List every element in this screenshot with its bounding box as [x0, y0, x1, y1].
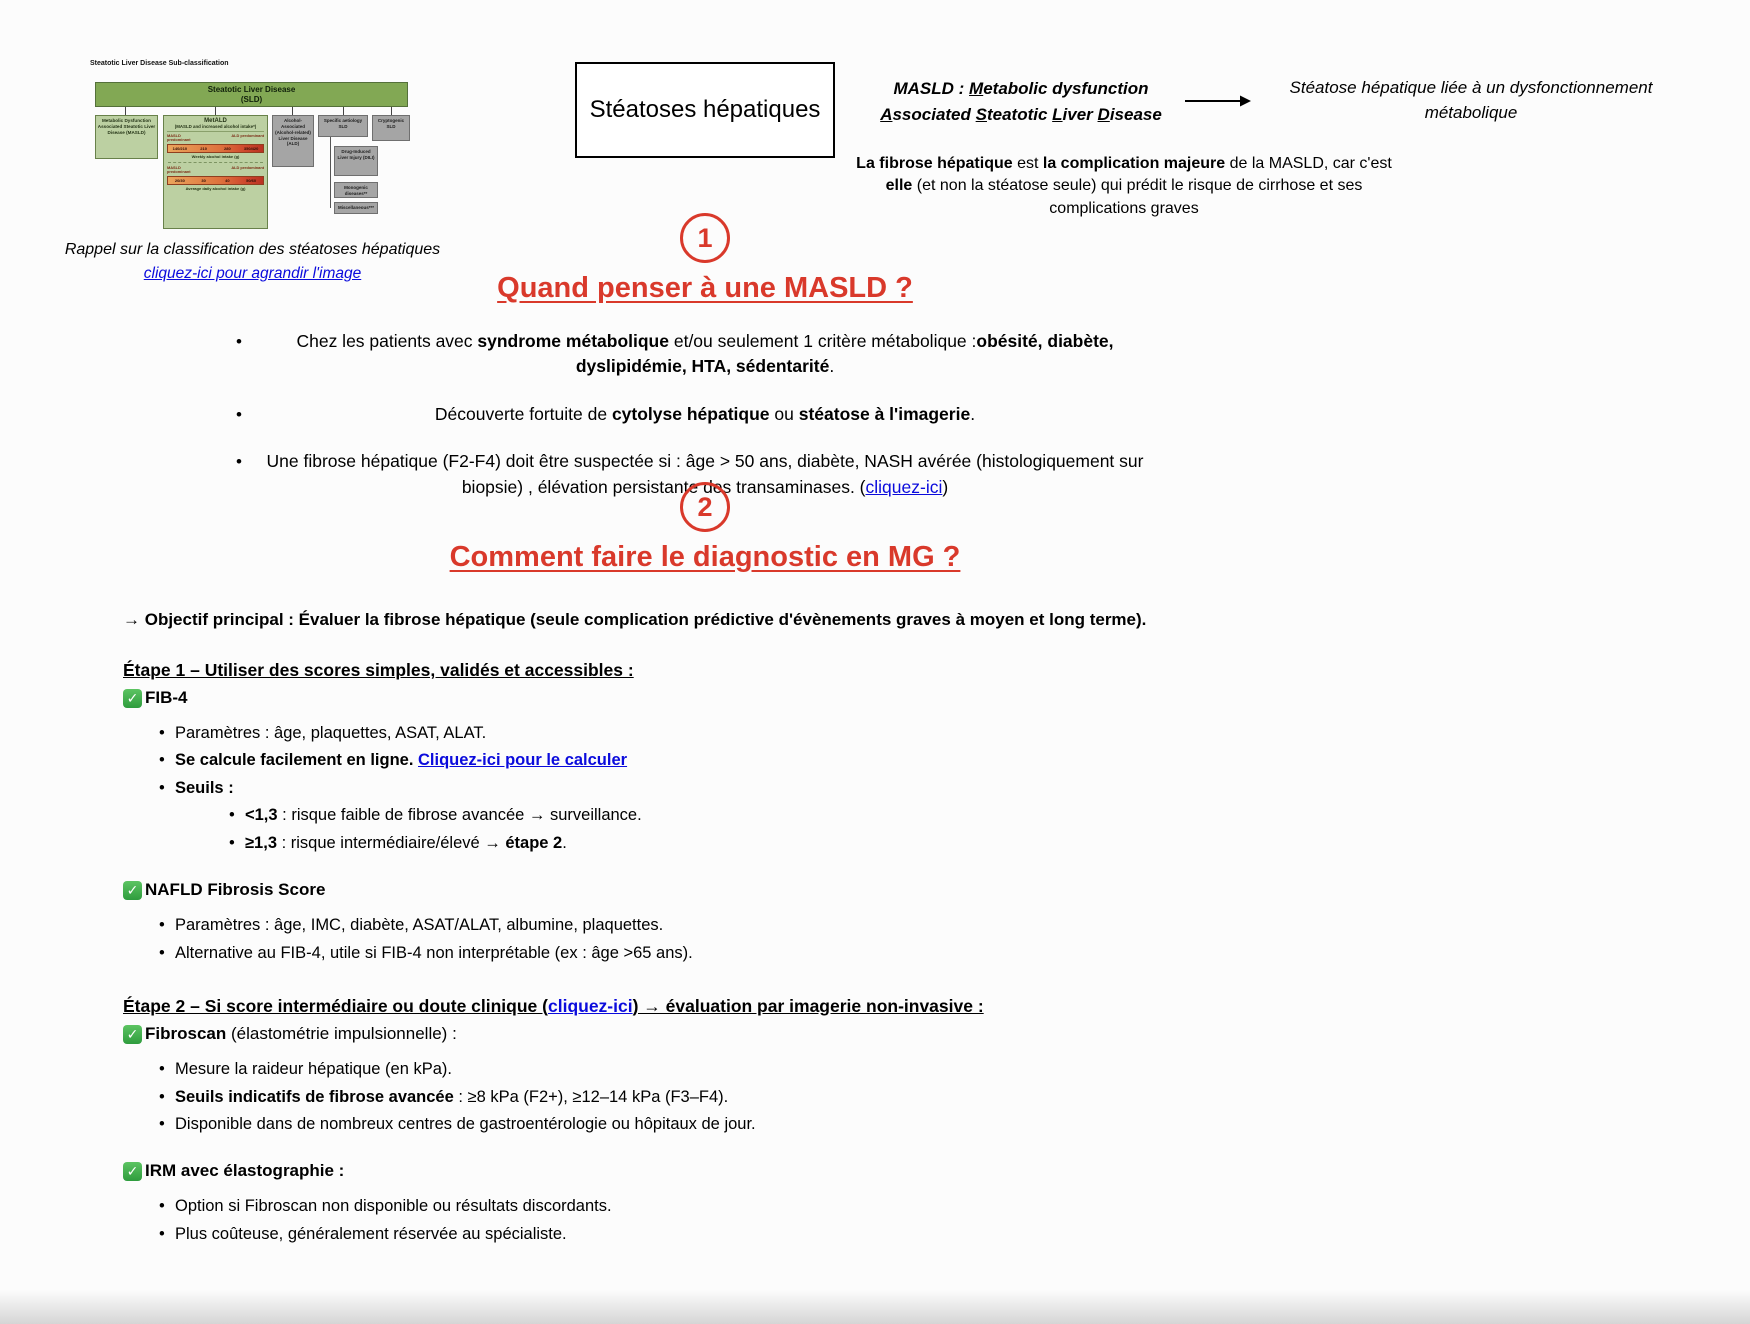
- main-title-box: [575, 62, 835, 158]
- connector-line: [292, 107, 293, 115]
- check-icon: ✓: [123, 689, 142, 708]
- diagram-root-sublabel: (SLD): [240, 94, 263, 104]
- list-item: [229, 833, 1433, 854]
- list-item: [229, 805, 1433, 826]
- list-item: [200, 402, 1210, 427]
- fibrose-cliquez-ici-link[interactable]: cliquez-ici: [865, 476, 943, 497]
- list-item: [159, 1087, 1433, 1108]
- connector-line: [391, 107, 392, 115]
- diagram-root-box: [95, 82, 408, 107]
- text-segment: etabolic dysfunction: [983, 79, 1149, 98]
- list-item: [159, 915, 1433, 936]
- text-segment: teatotic: [986, 104, 1053, 124]
- connector-line: [125, 107, 126, 115]
- text-segment: elle: [885, 177, 913, 195]
- text-segment: IRM avec élastographie :: [145, 1161, 345, 1181]
- diagram-box-specific-aetiology: Specific aetiology SLD: [318, 115, 368, 137]
- diagnostic-content: [123, 598, 1433, 1251]
- fibroscan-row: [123, 1024, 1433, 1044]
- text-segment: Découverte fortuite de: [434, 403, 612, 424]
- text-segment: ssociated: [892, 104, 976, 124]
- text-segment: syndrome métabolique: [477, 331, 669, 351]
- text-segment: la complication majeure: [1042, 155, 1226, 172]
- text-segment: FIB-4: [145, 688, 188, 707]
- text-segment: ): [942, 476, 949, 497]
- text-segment: Étape 1 – Utiliser des scores simples, validés et accessibles :: [123, 660, 634, 680]
- metald-bar2: 20/30 30 40 50/60: [167, 176, 264, 185]
- nafld-label: [145, 880, 325, 900]
- diagram-box-metald: [163, 115, 268, 229]
- list-item: [159, 1114, 1433, 1135]
- list-item: [159, 943, 1433, 964]
- text-segment: : risque intermédiaire/élevé →: [277, 833, 506, 852]
- diagram-box-ald: Alcohol-Associated (Alcohol-related) Liver Disease (ALD): [272, 115, 314, 167]
- fib4-row: [123, 688, 1433, 708]
- section-2-badge: 2: [680, 482, 730, 532]
- fibroscan-list: [159, 1059, 1433, 1135]
- text-segment: Une fibrose hépatique (F2-F4) doit être suspectée si : âge > 50 ans, diabète, NASH avérée (histologiquement sur biopsie) , élévation persistante des transaminases. (: [266, 451, 1144, 497]
- text-segment: Disponible dans de nombreux centres de gastroentérologie ou hôpitaux de jour.: [175, 1114, 756, 1133]
- text-segment: Seuils indicatifs de fibrose avancée: [175, 1087, 454, 1106]
- text-segment: Seuils :: [175, 778, 234, 797]
- text-segment: Fibroscan: [145, 1024, 227, 1044]
- list-item: [159, 1224, 1433, 1245]
- text-segment: :: [953, 79, 970, 98]
- main-title: Stéatoses hépatiques: [589, 96, 821, 123]
- text-segment: est: [1012, 155, 1043, 172]
- metald-title: MetALD: [204, 118, 227, 124]
- divider: [168, 162, 263, 163]
- text-segment: iver: [1062, 104, 1098, 124]
- diagram-box-monogenic: Monogenic diseases**: [334, 182, 378, 198]
- list-item: [200, 329, 1210, 380]
- text-segment: A: [880, 104, 893, 124]
- enlarge-image-link[interactable]: cliquez-ici pour agrandir l'image: [143, 264, 362, 282]
- list-item: [159, 723, 1433, 744]
- diagram-box-cryptogenic: Cryptogenic SLD: [372, 115, 410, 141]
- list-item: [159, 1196, 1433, 1217]
- diagram-box-miscellaneous: Miscellaneous***: [334, 202, 378, 214]
- text-segment: : ≥8 kPa (F2+), ≥12–14 kPa (F3–F4).: [453, 1087, 729, 1106]
- connector-line: [330, 137, 331, 208]
- section-1-list: [200, 329, 1210, 500]
- text-segment: Chez les patients avec: [296, 331, 478, 351]
- french-definition: Stéatose hépatique liée à un dysfonctionnement métabolique: [1289, 78, 1653, 122]
- text-segment: <1,3: [245, 806, 278, 825]
- check-icon: ✓: [123, 881, 142, 900]
- text-segment: NAFLD Fibrosis Score: [145, 880, 326, 900]
- text-segment: MASLD: [893, 79, 954, 98]
- text-segment: La fibrose hépatique: [856, 155, 1013, 172]
- text-segment: D: [1097, 104, 1110, 124]
- text-segment: ) → évaluation par imagerie non-invasive :: [632, 996, 984, 1017]
- fibrosis-note: [845, 153, 1403, 220]
- page-bottom-fade: [0, 1290, 1750, 1324]
- list-item: [159, 1059, 1433, 1080]
- metald-bar1-caption: Weekly alcohol intake (g): [191, 153, 240, 159]
- text-segment: ≥1,3: [245, 833, 277, 852]
- definition-row: [866, 76, 1682, 127]
- text-segment: (et non la stéatose seule) qui prédit le risque de cirrhose et ses complications graves: [912, 177, 1363, 217]
- fib4-list: [159, 723, 1433, 799]
- metald-bar1-labels: MASLD predominant ALD predominant: [167, 133, 264, 143]
- check-icon: ✓: [123, 1025, 142, 1044]
- list-item: [159, 750, 1433, 771]
- fib4-thresholds-list: [229, 805, 1433, 854]
- text-segment: M: [969, 79, 984, 98]
- diagram-box-masld: Metabolic Dysfunction Associated Steatotic Liver Disease (MASLD): [95, 115, 158, 159]
- text-segment: Alternative au FIB-4, utile si FIB-4 non interprétable (ex : âge >65 ans).: [175, 943, 693, 962]
- text-segment: ou: [769, 403, 799, 424]
- text-segment: → Objectif principal : Évaluer la fibrose hépatique (seule complication prédictive d'évènements graves à moyen et long terme).: [123, 610, 1147, 629]
- text-segment: (élastométrie impulsionnelle) :: [226, 1024, 457, 1044]
- text-segment: Étape 2 – Si score intermédiaire ou doute clinique (: [123, 996, 548, 1017]
- metald-bar2-labels: MASLD predominant ALD predominant: [167, 164, 264, 175]
- section-2-heading: Comment faire le diagnostic en MG ?: [449, 541, 961, 573]
- irm-label: [145, 1161, 344, 1181]
- classification-diagram-thumbnail: [88, 58, 412, 232]
- etape2-cliquez-ici-link[interactable]: cliquez-ici: [547, 996, 633, 1017]
- connector-line: [215, 107, 216, 115]
- text-segment: cytolyse hépatique: [611, 403, 770, 424]
- text-segment: Plus coûteuse, généralement réservée au spécialiste.: [175, 1224, 567, 1243]
- text-segment: L: [1052, 104, 1063, 124]
- fib4-calculator-link[interactable]: Cliquez-ici pour le calculer: [418, 751, 628, 770]
- fibroscan-label: [145, 1024, 457, 1044]
- text-segment: Se calcule facilement en ligne.: [175, 751, 419, 770]
- text-segment: isease: [1109, 104, 1162, 124]
- text-segment: étape 2: [505, 833, 563, 852]
- fib4-label: [145, 688, 188, 708]
- connector-line: [343, 107, 344, 115]
- irm-row: [123, 1161, 1433, 1181]
- text-segment: Mesure la raideur hépatique (en kPa).: [175, 1060, 452, 1079]
- text-segment: .: [562, 833, 567, 852]
- text-segment: S: [975, 104, 987, 124]
- text-segment: et/ou seulement 1 critère métabolique :: [668, 331, 977, 351]
- arrow-right-icon: [1176, 94, 1260, 108]
- nafld-row: [123, 880, 1433, 900]
- text-segment: .: [970, 403, 976, 424]
- text-segment: Paramètres : âge, IMC, diabète, ASAT/ALAT, albumine, plaquettes.: [175, 916, 664, 935]
- objective-line: [123, 610, 1433, 630]
- section-1-heading: Quand penser à une MASLD ?: [497, 272, 913, 304]
- thumbnail-caption-text: Rappel sur la classification des stéatoses hépatiques: [64, 241, 441, 258]
- diagram-root-label: Steatotic Liver Disease: [207, 84, 296, 94]
- text-segment: : risque faible de fibrose avancée → surveillance.: [277, 806, 642, 825]
- text-segment: obésité, diabète, dyslipidémie, HTA, sédentarité: [575, 331, 1114, 377]
- text-segment: de la MASLD, car c'est: [1225, 155, 1392, 172]
- section-2: [150, 482, 1260, 574]
- section-1: [150, 213, 1260, 522]
- text-segment: Option si Fibroscan non disponible ou résultats discordants.: [175, 1197, 612, 1216]
- metald-bar2-caption: Average daily alcohol intake (g): [185, 185, 246, 191]
- list-item: [159, 778, 1433, 799]
- etape-2-heading: [123, 996, 1433, 1017]
- etape-1-heading: [123, 660, 1433, 681]
- diagram-box-dili: Drug-Induced Liver Injury (DILI): [334, 146, 378, 176]
- text-segment: stéatose à l'imagerie: [798, 403, 971, 424]
- masld-definition: [866, 76, 1176, 127]
- section-1-badge: 1: [680, 213, 730, 263]
- check-icon: ✓: [123, 1162, 142, 1181]
- metald-bar1: 140/210 210 280 350/420: [167, 144, 264, 153]
- text-segment: Paramètres : âge, plaquettes, ASAT, ALAT.: [175, 724, 487, 742]
- nafld-list: [159, 915, 1433, 964]
- irm-list: [159, 1196, 1433, 1245]
- diagram-title: Steatotic Liver Disease Sub-classification: [90, 60, 229, 67]
- text-segment: .: [829, 356, 835, 377]
- metald-subtitle: (MASLD and increased alcohol intake*): [167, 124, 264, 132]
